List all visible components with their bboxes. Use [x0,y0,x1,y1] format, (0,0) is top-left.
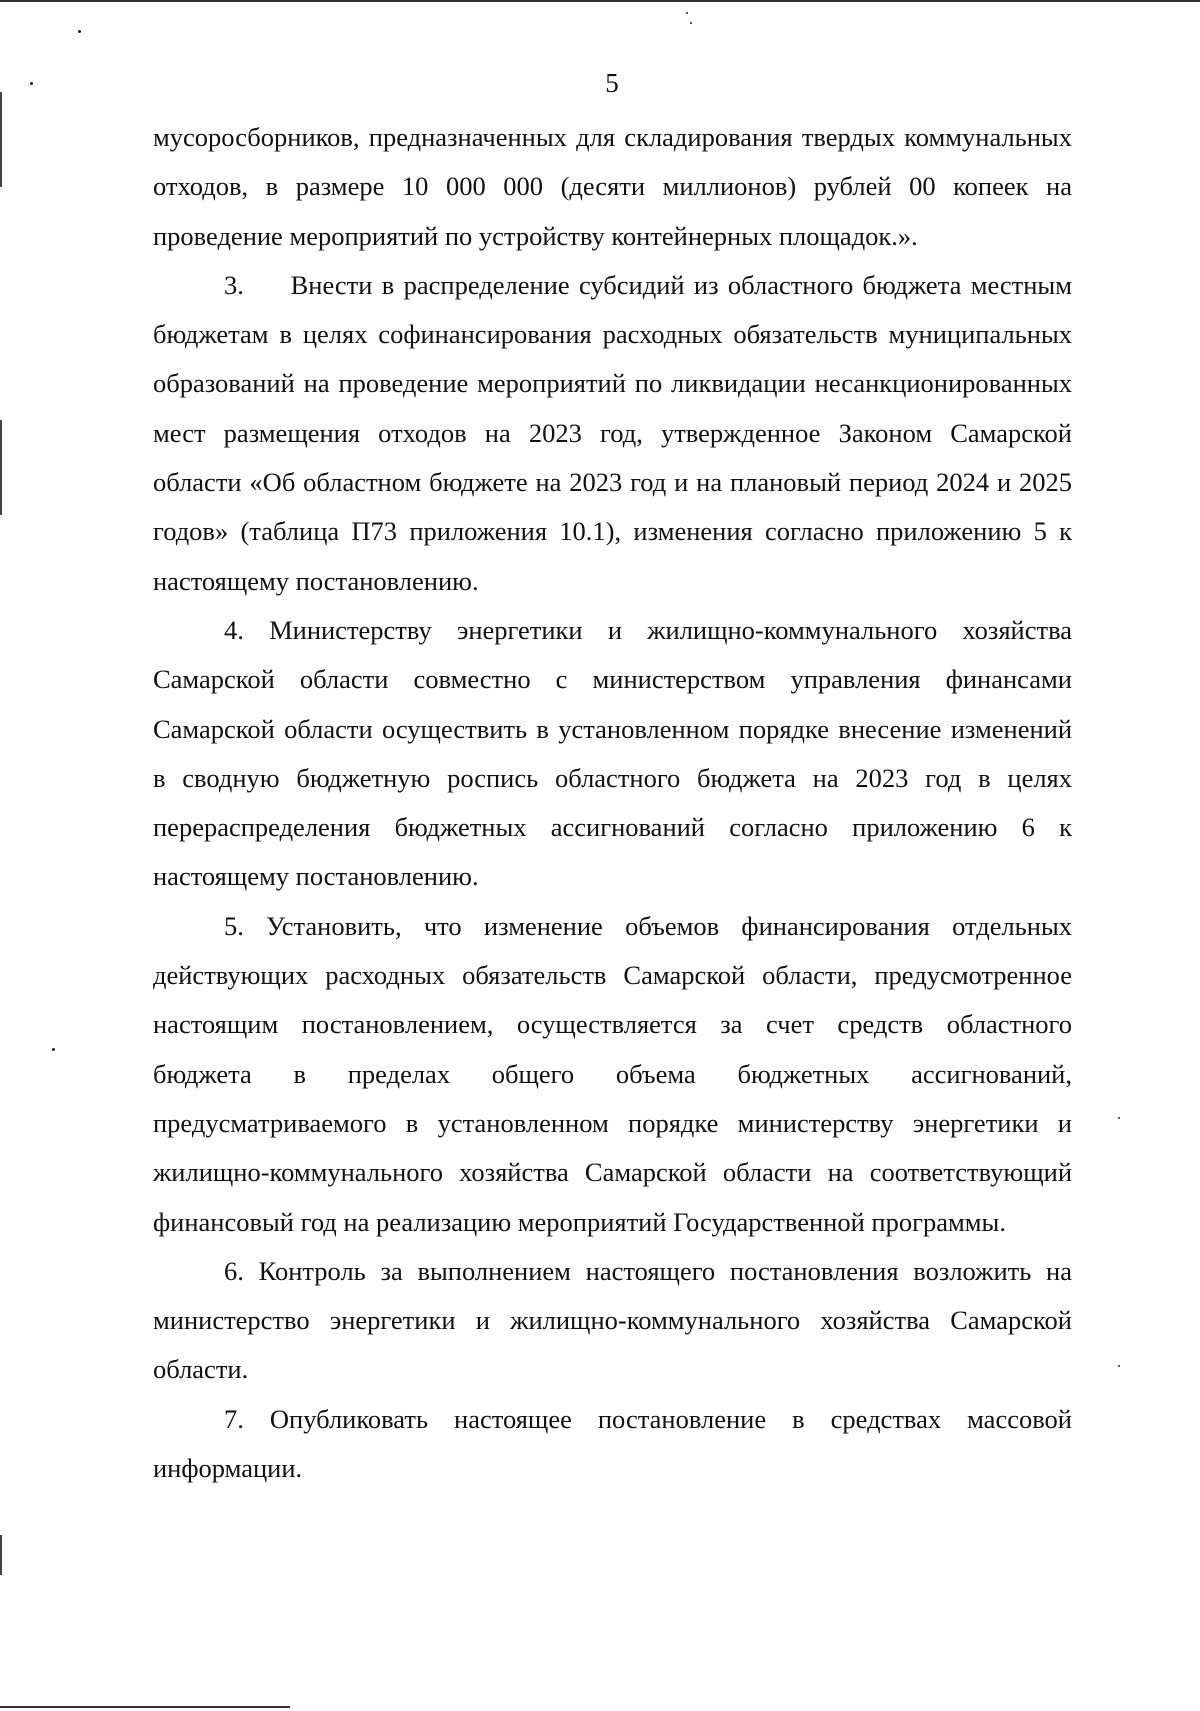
scan-left-edge [0,1535,2,1575]
scan-speck [1118,1117,1120,1119]
paragraph-item-6: 6. Контроль за выполнением настоящего постановления возложить на министерство энергетики и жилищно-коммунального хозяйства Самарской области. [153,1255,1072,1385]
scan-speck [52,1048,55,1051]
document-body [153,113,1072,1493]
page-number: 5 [605,68,619,98]
scan-left-edge [0,92,2,187]
scan-speck [78,30,81,33]
scan-top-edge [0,0,1200,2]
scan-bottom-edge [0,1706,290,1708]
paragraph-continuation: мусоросборников, предназначенных для складирования твердых коммунальных отходов, в размере 10 000 000 (десяти миллионов) рублей 00 копеек на проведение мероприятий по устройству контейнерных площадок.». [153,122,1072,251]
scan-speck [1118,1365,1120,1367]
scan-speck [690,22,692,24]
paragraph-item-7: 7. Опубликовать настоящее постановление в средствах массовой информации. [153,1403,1072,1484]
paragraph-item-3: 3. Внести в распределение субсидий из областного бюджета местным бюджетам в целях софинансирования расходных обязательств муниципальных образований на проведение мероприятий по ликвидации несанкционированных мест размещения отходов на 2023 год, утвержденное Законом Самарской области «Об областном бюджете на 2023 год и на плановый период 2024 и 2025 годов» (таблица П73 приложения 10.1), изменения согласно приложению 5 к настоящему постановлению. [153,269,1072,596]
paragraph-item-4: 4. Министерству энергетики и жилищно-коммунального хозяйства Самарской области совместно с министерством управления финансами Самарской области осуществить в установленном порядке внесение изменений в сводную бюджетную роспись областного бюджета на 2023 год в целях перераспределения бюджетных ассигнований согласно приложению 6 к настоящему постановлению. [153,614,1072,892]
scan-speck [686,12,688,14]
paragraph-item-5: 5. Установить, что изменение объемов финансирования отдельных действующих расходных обязательств Самарской области, предусмотренное настоящим постановлением, осуществляется за счет средств областного бюджета в пределах общего объема бюджетных ассигнований, предусматриваемого в установленном порядке министерству энергетики и жилищно-коммунального хозяйства Самарской области на соответствующий финансовый год на реализацию мероприятий Государственной программы. [153,910,1072,1237]
scan-left-edge [0,420,2,515]
